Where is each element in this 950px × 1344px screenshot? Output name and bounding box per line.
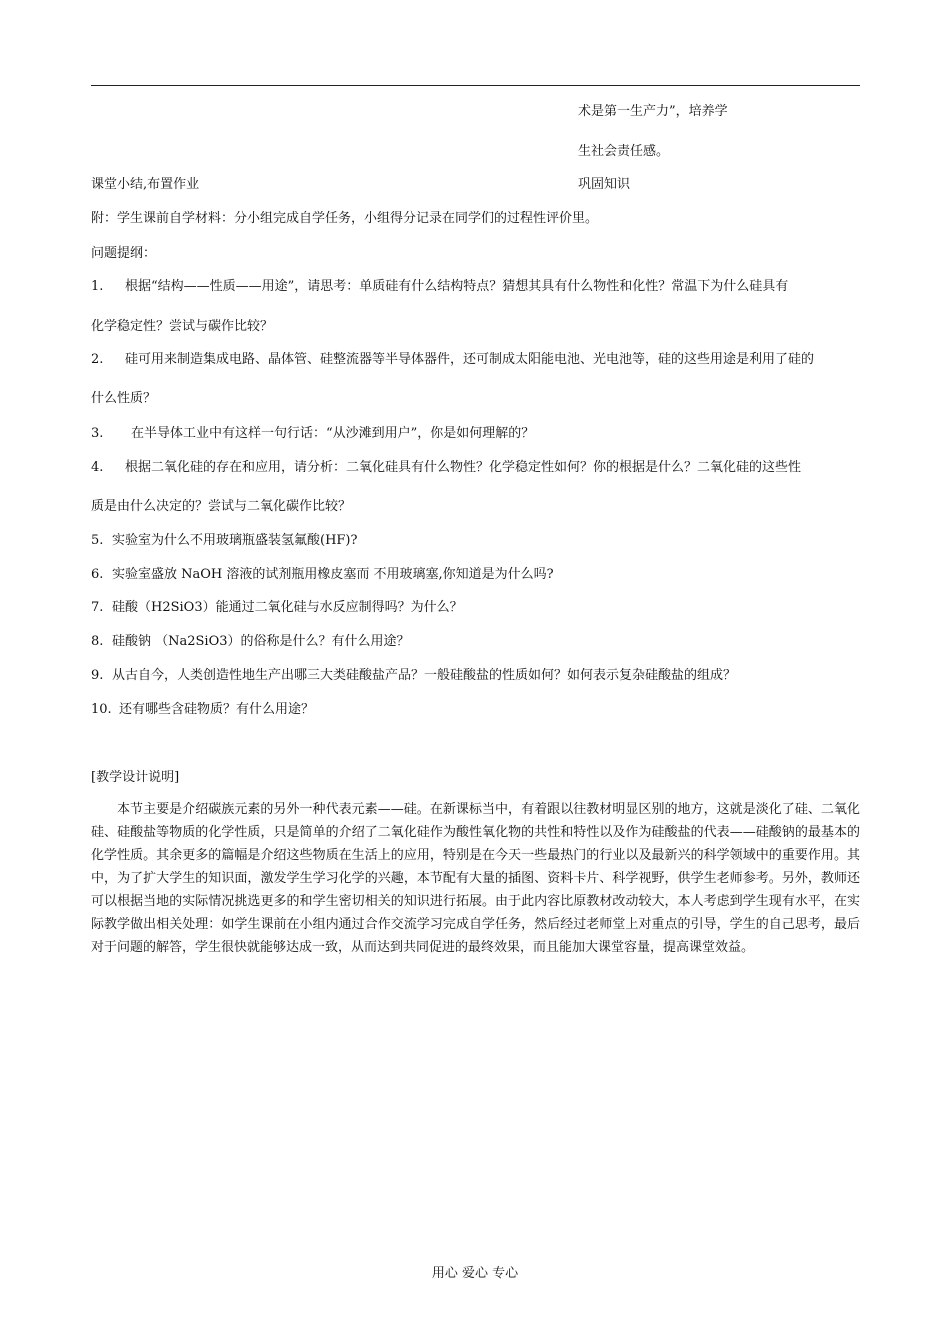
question-text: 根据二氧化硅的存在和应用，请分析：二氧化硅具有什么物性？化学稳定性如何？你的根据是什么？二氧化硅的这些性 <box>125 460 802 475</box>
question-text: 实验室为什么不用玻璃瓶盛装氢氟酸(HF)? <box>112 533 358 548</box>
table-cell-goal-line2: 生社会责任感。 <box>578 144 670 159</box>
question-number: 8. <box>91 634 104 649</box>
question-number: 10. <box>91 702 112 717</box>
header-rule <box>91 85 860 86</box>
question-text: 从古自今，人类创造性地生产出哪三大类硅酸盐产品？一般硅酸盐的性质如何？如何表示复杂硅酸盐的组成？ <box>112 668 737 683</box>
question-number: 5. <box>91 533 104 548</box>
question-text-continued: 什么性质？ <box>91 391 157 406</box>
question-number: 4. <box>91 460 104 475</box>
question-text-continued: 化学稳定性？尝试与碳作比较？ <box>91 319 274 334</box>
question-text: 硅可用来制造集成电路、晶体管、硅整流器等半导体器件，还可制成太阳能电池、光电池等，硅的这些用途是利用了硅的 <box>125 352 815 367</box>
question-text: 实验室盛放 NaOH 溶液的试剂瓶用橡皮塞而 不用玻璃塞,你知道是为什么吗? <box>112 567 554 582</box>
table-cell-goal-line1: 术是第一生产力”，培养学 <box>578 104 728 119</box>
appendix-note: 附：学生课前自学材料：分小组完成自学任务，小组得分记录在同学们的过程性评价里。 <box>91 211 599 226</box>
table-cell-consolidate: 巩固知识 <box>578 177 631 192</box>
question-number: 7. <box>91 600 104 615</box>
questions-heading: 问题提纲： <box>91 246 157 261</box>
question-text: 在半导体工业中有这样一句行话：“从沙滩到用户”，你是如何理解的？ <box>131 426 535 441</box>
table-cell-summary-label: 课堂小结,布置作业 <box>91 177 200 192</box>
question-text: 根据“结构——性质——用途”，请思考：单质硅有什么结构特点？猜想其具有什么物性和化性？常温下为什么硅具有 <box>125 279 789 294</box>
design-paragraph: 本节主要是介绍碳族元素的另外一种代表元素——硅。在新课标当中，有着跟以往教材明显区别的地方，这就是淡化了硅、二氧化硅、硅酸盐等物质的化学性质，只是简单的介绍了二氧化硅作为酸性氧化物的共性和特性以及作为硅酸盐的代表——硅酸钠的最基本的化学性质。其余更多的篇幅是介绍这些物质在生活上的应用，特别是在今天一些最热门的行业以及最新兴的科学领域中的重要作用。其中，为了扩大学生的知识面，激发学生学习化学的兴趣，本节配有大量的插图、资料卡片、科学视野，供学生老师参考。另外，教师还可以根据当地的实际情况挑选更多的和学生密切相关的知识进行拓展。由于此内容比原教材改动较大，本人考虑到学生现有水平，在实际教学做出相关处理：如学生课前在小组内通过合作交流学习完成自学任务，然后经过老师堂上对重点的引导，学生的自己思考，最后对于问题的解答，学生很快就能够达成一致，从而达到共同促进的最终效果，而且能加大课堂容量，提高课堂效益。 <box>91 802 860 955</box>
question-number: 1. <box>91 279 104 294</box>
design-heading: [教学设计说明] <box>91 770 180 785</box>
question-text-continued: 质是由什么决定的？尝试与二氧化碳作比较？ <box>91 499 352 514</box>
question-number: 3. <box>91 426 104 441</box>
question-number: 6. <box>91 567 104 582</box>
question-number: 9. <box>91 668 104 683</box>
page-footer: 用心 爱心 专心 <box>431 1266 519 1281</box>
question-text: 硅酸（H2SiO3）能通过二氧化硅与水反应制得吗？为什么？ <box>112 600 463 615</box>
question-text: 还有哪些含硅物质？有什么用途？ <box>119 702 315 717</box>
question-number: 2. <box>91 352 104 367</box>
question-text: 硅酸钠 （Na2SiO3）的俗称是什么？有什么用途？ <box>112 634 410 649</box>
